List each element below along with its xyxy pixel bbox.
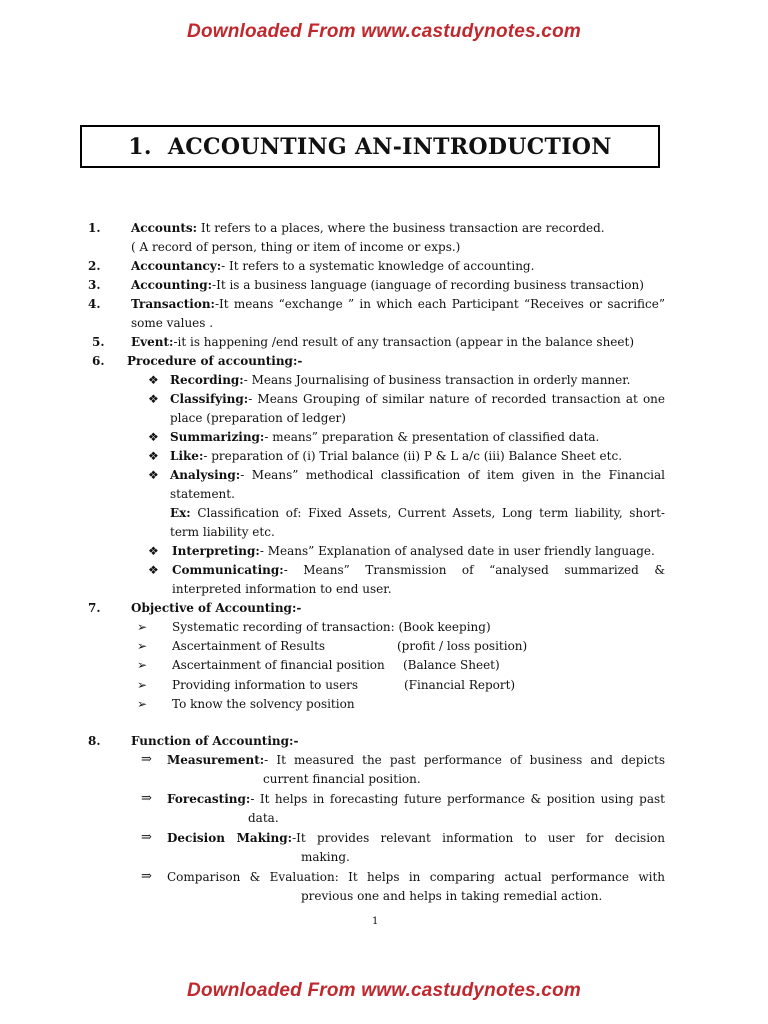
term: Like:	[170, 449, 204, 463]
term: Accountancy:	[131, 259, 222, 273]
item-number: 4.	[88, 297, 101, 311]
definition-continuation: some values .	[131, 316, 214, 330]
function-continuation: current financial position.	[263, 772, 421, 786]
item-number: 5.	[92, 335, 105, 349]
procedure-text: - Means Journalising of business transaction in orderly manner.	[243, 373, 631, 387]
double-arrow-bullet-icon: ⇒	[141, 791, 152, 806]
item-number: 2.	[88, 259, 101, 273]
diamond-bullet-icon: ❖	[148, 544, 159, 558]
procedure-recording	[170, 372, 631, 388]
function-text: - It helps in forecasting future performance & position using past	[250, 792, 665, 806]
function-continuation: making.	[301, 850, 350, 864]
term: Transaction:	[131, 297, 215, 311]
procedure-text: - Means” Transmission of “analysed summarized &	[283, 563, 665, 577]
function-forecasting	[167, 791, 665, 807]
term: Measurement:	[167, 753, 265, 767]
double-arrow-bullet-icon: ⇒	[141, 869, 152, 884]
function-text: -It provides relevant information to user for decision	[292, 831, 665, 845]
procedure-continuation: statement.	[170, 487, 235, 501]
chapter-title: ACCOUNTING AN-INTRODUCTION	[167, 133, 612, 160]
function-measurement	[167, 752, 665, 768]
function-text: - It measured the past performance of business and depicts	[264, 753, 665, 767]
item-number: 8.	[88, 734, 101, 748]
term: Communicating:	[172, 563, 284, 577]
procedure-continuation: place (preparation of ledger)	[170, 411, 346, 425]
diamond-bullet-icon: ❖	[148, 468, 159, 482]
diamond-bullet-icon: ❖	[148, 449, 159, 463]
diamond-bullet-icon: ❖	[148, 392, 159, 406]
arrowhead-bullet-icon: ➢	[137, 678, 148, 692]
diamond-bullet-icon: ❖	[148, 373, 159, 387]
procedure-continuation: term liability etc.	[170, 525, 275, 539]
definition-text: -it is happening /end result of any transaction (appear in the balance sheet)	[173, 335, 634, 349]
example-label: Ex:	[170, 506, 191, 520]
definition-transaction	[131, 296, 665, 312]
arrowhead-bullet-icon: ➢	[137, 639, 148, 653]
definition-text: -It means “exchange ” in which each Participant “Receives or sacrifice”	[214, 297, 665, 311]
objective-note: (profit / loss position)	[397, 639, 528, 653]
procedure-text: - Means Grouping of similar nature of recorded transaction at one	[248, 392, 665, 406]
term: Interpreting:	[172, 544, 260, 558]
procedure-classifying	[170, 391, 665, 407]
procedure-summarizing	[170, 429, 599, 445]
term: Accounting:	[131, 278, 213, 292]
section-heading-procedure	[127, 353, 302, 369]
double-arrow-bullet-icon: ⇒	[141, 752, 152, 767]
function-decision-making	[167, 830, 665, 846]
objective-item: Systematic recording of transaction: (Book keeping)	[172, 620, 491, 634]
double-arrow-bullet-icon: ⇒	[141, 830, 152, 845]
function-comparison	[167, 869, 665, 885]
diamond-bullet-icon: ❖	[148, 563, 159, 577]
function-text: Comparison & Evaluation: It helps in comparing actual performance with	[167, 870, 665, 884]
procedure-text: - Means” Explanation of analysed date in user friendly language.	[259, 544, 655, 558]
term: Summarizing:	[170, 430, 265, 444]
arrowhead-bullet-icon: ➢	[137, 697, 148, 711]
download-banner-bottom: Downloaded From www.castudynotes.com	[187, 980, 581, 1001]
term: Recording:	[170, 373, 244, 387]
objective-note: (Balance Sheet)	[403, 658, 500, 672]
function-continuation: data.	[248, 811, 279, 825]
chapter-title-box	[80, 125, 660, 168]
arrowhead-bullet-icon: ➢	[137, 620, 148, 634]
term: Forecasting:	[167, 792, 251, 806]
diamond-bullet-icon: ❖	[148, 430, 159, 444]
term: Accounts:	[131, 221, 198, 235]
procedure-interpreting	[172, 543, 655, 559]
item-number: 3.	[88, 278, 101, 292]
definition-continuation: ( A record of person, thing or item of income or exps.)	[131, 240, 461, 254]
procedure-like	[170, 448, 622, 464]
procedure-text: - preparation of (i) Trial balance (ii) P & L a/c (iii) Balance Sheet etc.	[203, 449, 623, 463]
procedure-communicating	[172, 562, 665, 578]
procedure-continuation: interpreted information to end user.	[172, 582, 392, 596]
function-continuation: previous one and helps in taking remedial action.	[301, 889, 603, 903]
procedure-text: - means” preparation & presentation of classified data.	[264, 430, 600, 444]
item-number: 6.	[92, 354, 105, 368]
heading-text: Function of Accounting:-	[131, 734, 299, 748]
chapter-number: 1.	[128, 133, 152, 160]
definition-accounting	[131, 277, 644, 293]
term: Classifying:	[170, 392, 249, 406]
procedure-text: - Means” methodical classification of item given in the Financial	[240, 468, 665, 482]
objective-item: To know the solvency position	[172, 697, 355, 711]
procedure-analysing	[170, 467, 665, 483]
heading-text: Objective of Accounting:-	[131, 601, 302, 615]
term: Decision Making:	[167, 831, 293, 845]
term: Event:	[131, 335, 174, 349]
term: Analysing:	[170, 468, 241, 482]
arrowhead-bullet-icon: ➢	[137, 658, 148, 672]
definition-event	[131, 334, 634, 350]
procedure-example	[170, 505, 665, 521]
item-number: 1.	[88, 221, 101, 235]
objective-item: Ascertainment of Results	[172, 639, 326, 653]
objective-item: Providing information to users	[172, 678, 359, 692]
definition-accountancy	[131, 258, 534, 274]
item-number: 7.	[88, 601, 101, 615]
section-heading-objective	[131, 600, 301, 616]
objective-item: Ascertainment of financial position	[172, 658, 385, 672]
term: Procedure of accounting:-	[127, 354, 303, 368]
objective-note: (Financial Report)	[404, 678, 516, 692]
definition-text: -It is a business language (ianguage of recording business transaction)	[212, 278, 644, 292]
definition-text: It refers to a places, where the business transaction are recorded.	[197, 221, 605, 235]
definition-text: - It refers to a systematic knowledge of accounting.	[221, 259, 535, 273]
page-number: 1	[372, 916, 379, 927]
definition-accounts	[131, 220, 605, 236]
section-heading-function	[131, 733, 298, 749]
example-text: Classification of: Fixed Assets, Current Assets, Long term liability, short-	[190, 506, 665, 520]
download-banner-top: Downloaded From www.castudynotes.com	[187, 21, 581, 42]
